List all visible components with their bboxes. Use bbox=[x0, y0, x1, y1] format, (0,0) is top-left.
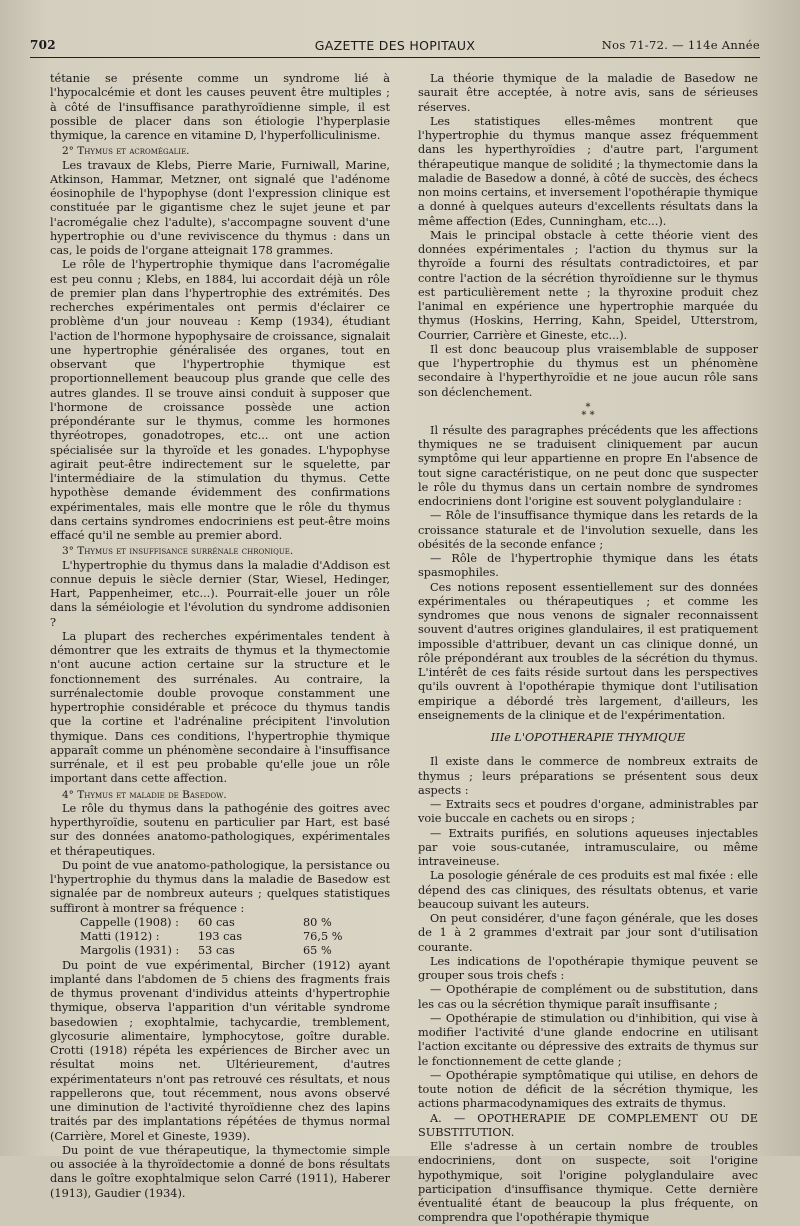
paragraph: — Opothérapie de stimulation ou d'inhibition, qui vise à modifier l'activité d'une glande endocrine en utilisant l'action excitante ou dépressive des extraits de thymus sur le fonctionnement de cette glande ; bbox=[418, 1011, 758, 1068]
paragraph: La théorie thymique de la maladie de Basedow ne saurait être acceptée, à notre avis, sans de sérieuses réserves. bbox=[418, 72, 758, 114]
stat-cases: 53 cas bbox=[198, 944, 235, 958]
stat-percent: 80 % bbox=[303, 915, 332, 929]
asterism: * * * bbox=[581, 401, 595, 421]
stat-author: Matti (1912) : bbox=[80, 930, 160, 943]
stat-row bbox=[50, 930, 390, 944]
section-heading: 2° Thymus et acromégalie. bbox=[62, 145, 190, 158]
paragraph: L'hypertrophie du thymus dans la maladie d'Addison est connue depuis le siècle dernier (Star, Wiesel, Hedinger, Hart, Pappenheimer, etc...). Pourrait-elle jouer un rôle dans la séméiologie et l'évolution du syndrome addisonien ? bbox=[50, 558, 390, 629]
paragraph: Le rôle de l'hypertrophie thymique dans l'acromégalie est peu connu ; Klebs, en 1884, lui accordait déjà un rôle de premier plan dans l'hypertrophie des extrémités. Des recherches expérimentales ont permis d'éclairer ce problème d'un jour nouveau : Kemp (1934), étudiant l'action de l'hormone hypophysaire de croissance, signalait une hypertrophie généralisée des organes, tout en observant que l'hypertrophie thymique est proportionnellement beaucoup plus grande que celle des autres glandes. Il se trouve ainsi conduit à supposer que l'hormone de croissance possède une action prépondérante sur le thymus, comme les hormones thyréotropes, gonadotropes, etc... ont une action spécialisée sur la thyroïde et les gonades. L'hypophyse agirait peut-être indirectement sur le squelette, par l'intermédiaire de la stimulation du thymus. Cette hypothèse demande évidemment des confirmations expérimentales, mais elle montre que le rôle du thymus dans certains syndromes endocriniens est peut-être moins effacé qu'il ne semble au premier abord. bbox=[50, 258, 390, 542]
section-heading: 4° Thymus et maladie de Basedow. bbox=[62, 788, 227, 801]
paragraph: La plupart des recherches expérimentales tendent à démontrer que les extraits de thymus et la thymectomie n'ont aucune action certaine sur la structure et le fonctionnement des surrénales. Au contraire, la surrénalectomie double provoque constamment une hypertrophie considérable et précoce du thymus tandis que la cortine et l'adrénaline précipitent l'involution thymique. Dans ces conditions, l'hypertrophie thymique apparaît comme un phénomène secondaire à l'insuffisance surrénale, et il est peu probable qu'elle joue un rôle important dans cette affection. bbox=[50, 629, 390, 786]
paragraph: tétanie se présente comme un syndrome lié à l'hypocalcémie et dont les causes peuvent être multiples ; à côté de l'insuffisance parathyroïdienne simple, il est possible de placer dans son étiologie l'hyperplasie thymique, la carence en vitamine D, l'hyperfolliculinisme. bbox=[50, 72, 390, 142]
subsection-heading: A. — OPOTHERAPIE DE COMPLEMENT OU DE SUBSTITUTION. bbox=[418, 1111, 758, 1139]
header-rule bbox=[30, 57, 760, 58]
paragraph: — Opothérapie symptômatique qui utilise, en dehors de toute notion de déficit de la sécrétion thymique, les actions pharmacodynamiques des extraits de thymus. bbox=[418, 1068, 758, 1111]
paragraph: Du point de vue anatomo-pathologique, la persistance ou l'hypertrophie du thymus dans la maladie de Basedow est signalée par de nombreux auteurs ; quelques statistiques suffiront à montrer sa fréquence : bbox=[50, 858, 390, 915]
stat-author: Margolis (1931) : bbox=[80, 944, 180, 958]
paragraph: La posologie générale de ces produits est mal fixée : elle dépend des cas cliniques, des résultats obtenus, et varie beaucoup suivant les auteurs. bbox=[418, 869, 758, 911]
stat-row bbox=[50, 916, 390, 930]
paragraph: Mais le principal obstacle à cette théorie vient des données expérimentales ; l'action du thymus sur la thyroïde a fourni des résultats contradictoires, et par contre l'action de la sécrétion thyroïdienne sur le thymus est particulièrement nette ; la thyroxine produit chez l'animal en expérience une hypertrophie marquée du thymus (Hoskins, Herring, Kahn, Speidel, Utterstrom, Courrier, Carrière et Gineste, etc...). bbox=[418, 228, 758, 342]
paragraph: On peut considérer, d'une façon générale, que les doses de 1 à 2 grammes d'extrait par jour sont d'utilisation courante. bbox=[418, 912, 758, 954]
paragraph: Du point de vue thérapeutique, la thymectomie simple ou associée à la thyroïdectomie a donné de bons résultats dans le goître exophtalmique selon Carré (1911), Haberer (1913), Gaudier (1934). bbox=[50, 1143, 390, 1200]
paragraph: — Rôle de l'hypertrophie thymique dans les états spasmophiles. bbox=[418, 552, 758, 580]
statistics-table bbox=[50, 916, 390, 959]
paragraph: — Extraits purifiés, en solutions aqueuses injectables par voie sous-cutanée, intramusculaire, ou même intraveineuse. bbox=[418, 826, 758, 868]
paragraph: Les statistiques elles-mêmes montrent que l'hypertrophie du thymus manque assez fréquemment dans les hyperthyroïdies ; d'autre part, l'argument thérapeutique manque de solidité ; la thymectomie dans la maladie de Basedow a donné, à côté de succès, des échecs non moins certains, et inversement l'opothérapie thymique a donné à quelques auteurs d'excellents résultats dans la même affection (Edes, Cunningham, etc...). bbox=[418, 114, 758, 228]
journal-title: GAZETTE DES HOPITAUX bbox=[314, 38, 476, 53]
paragraph: Les indications de l'opothérapie thymique peuvent se grouper sous trois chefs : bbox=[418, 954, 758, 982]
stat-percent: 76,5 % bbox=[303, 930, 343, 943]
left-column bbox=[50, 72, 390, 1201]
section-title: IIIe L'OPOTHERAPIE THYMIQUE bbox=[490, 731, 686, 744]
stat-row bbox=[50, 944, 390, 958]
paragraph: — Opothérapie de complément ou de substitution, dans les cas ou la sécrétion thymique paraît insuffisante ; bbox=[418, 983, 758, 1011]
paragraph: Le rôle du thymus dans la pathogénie des goitres avec hyperthyroïdie, soutenu en particulier par Hart, est basé sur des données anatomo-pathologiques, expérimentales et thérapeutiques. bbox=[50, 801, 390, 858]
paragraph: Du point de vue expérimental, Bircher (1912) ayant implanté dans l'abdomen de 5 chiens des fragments frais de thymus provenant d'individus atteints d'hypertrophie thymique, observa l'apparition d'un véritable syndrome basedowien ; exophtalmie, tachycardie, tremblement, glycosurie alimentaire, lymphocytose, goître durable. Crotti (1918) répéta les expériences de Bircher avec un résultat moins net. Ultérieurement, d'autres expérimentateurs n'ont pas retrouvé ces résultats, et nous rappellerons que, tout récemment, nous avons observé une diminution de l'activité thyroïdienne chez des lapins traités par des implantations répétées de thymus normal (Carrière, Morel et Gineste, 1939). bbox=[50, 958, 390, 1143]
issue-info: Nos 71-72. — 114e Année bbox=[601, 38, 760, 52]
stat-cases: 193 cas bbox=[198, 930, 243, 943]
paragraph: Les travaux de Klebs, Pierre Marie, Furniwall, Marine, Atkinson, Hammar, Metzner, ont signalé que l'adénome éosinophile de l'hypophyse (dont l'expression clinique est constituée par le gigantisme chez le sujet jeune et par l'acromégalie chez l'adulte), s'accompagne souvent d'une hypertrophie ou d'une reviviscence du thymus : dans un cas, le poids de l'organe atteignait 178 grammes. bbox=[50, 158, 390, 257]
paragraph: — Extraits secs et poudres d'organe, administrables par voie buccale en cachets ou en sirops ; bbox=[418, 798, 758, 826]
paragraph: Il résulte des paragraphes précédents que les affections thymiques ne se traduisent cliniquement par aucun symptôme qui leur appartienne en propre En l'absence de tout signe caractéristique, on ne peut donc que suspecter le rôle du thymus dans un certain nombre de syndromes endocriniens dont l'origine est souvent polyglandulaire : bbox=[418, 423, 758, 508]
page-number: 702 bbox=[30, 38, 56, 52]
page-header bbox=[30, 38, 760, 58]
paragraph: — Rôle de l'insuffisance thymique dans les retards de la croissance staturale et de l'involution sexuelle, dans les obésités de la seconde enfance ; bbox=[418, 509, 758, 551]
paragraph: Elle s'adresse à un certain nombre de troubles endocriniens, dont on suspecte, soit l'origine hypothymique, soit l'origine polyglandulaire avec participation d'insuffisance thymique. Cette dernière éventualité étant de beaucoup la plus fréquente, on comprendra que l'opothérapie thymique bbox=[418, 1140, 758, 1225]
section-heading: 3° Thymus et insuffisance surrénale chronique. bbox=[62, 545, 294, 558]
right-column bbox=[418, 72, 758, 1226]
stat-author: Cappelle (1908) : bbox=[80, 915, 179, 929]
paragraph: Il est donc beaucoup plus vraisemblable de supposer que l'hypertrophie du thymus est un phénomène secondaire à l'hyperthyroïdie et ne joue aucun rôle sans son déclenchement. bbox=[418, 342, 758, 399]
paragraph: Il existe dans le commerce de nombreux extraits de thymus ; leurs préparations se présentent sous deux aspects : bbox=[418, 755, 758, 797]
stat-percent: 65 % bbox=[303, 944, 332, 958]
paragraph: Ces notions reposent essentiellement sur des données expérimentales ou thérapeutiques ; et comme les syndromes que nous venons de signaler reconnaissent souvent d'autres origines glandulaires, il est pratiquement impossible d'attribuer, devant un cas clinique donné, un rôle prépondérant aux troubles de la sécrétion du thymus. L'intérêt de ces faits réside surtout dans les perspectives qu'ils ouvrent à l'opothérapie thymique dont l'utilisation empirique a débordé très largement, d'ailleurs, les enseignements de la clinique et de l'expérimentation. bbox=[418, 580, 758, 722]
stat-cases: 60 cas bbox=[198, 915, 235, 929]
